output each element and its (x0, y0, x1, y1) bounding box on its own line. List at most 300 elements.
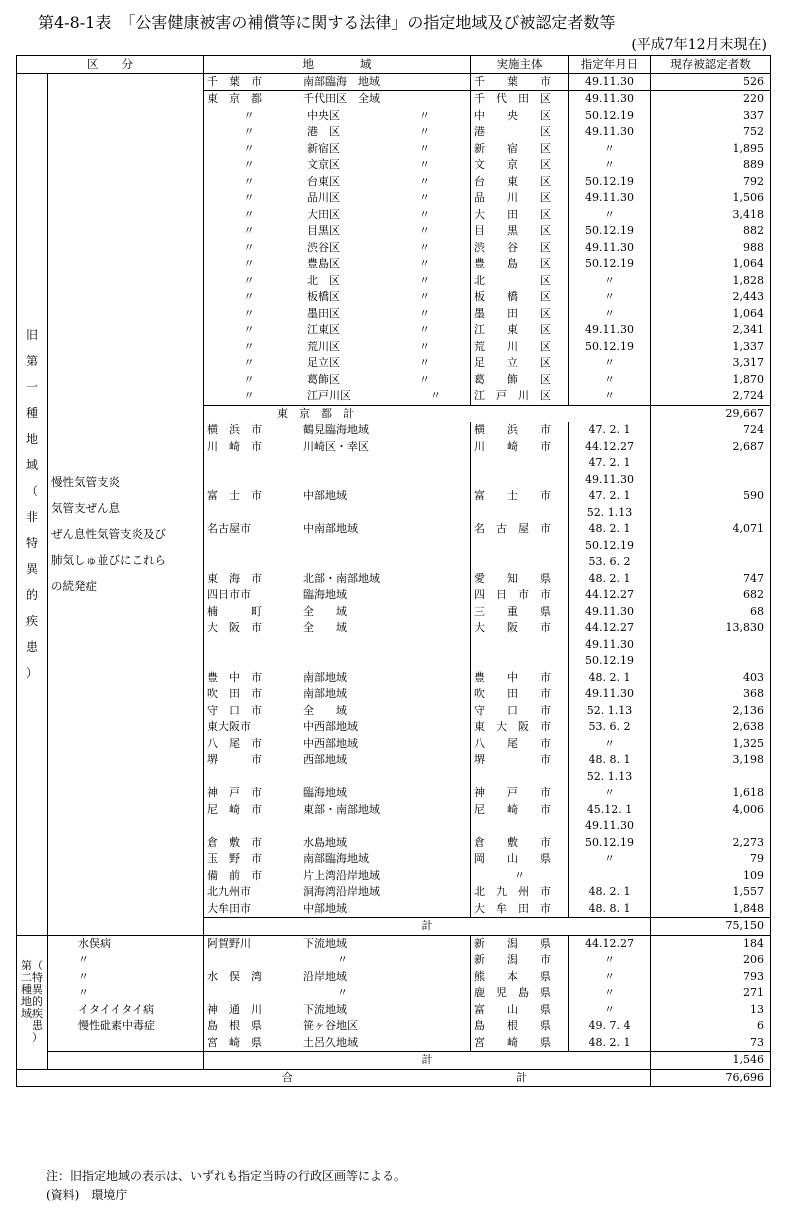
designation-date: 49.11.30 (569, 240, 651, 257)
municipality: 玉 野 市 (207, 852, 262, 866)
designation-date: 52. 1.13 (569, 505, 651, 522)
recognized-count: 793 (651, 969, 771, 986)
municipality: 水 俣 湾 (207, 969, 262, 983)
designation-date: 48. 2. 1 (569, 521, 651, 538)
designation-date: 47. 2. 1 (569, 422, 651, 439)
designation-date: 〃 (569, 736, 651, 753)
designation-date: 〃 (569, 157, 651, 174)
ditto-mark: 〃 (243, 125, 255, 139)
designation-date: 49.11.30 (569, 604, 651, 621)
ditto-mark: 〃 (419, 191, 430, 205)
designation-date: 49.11.30 (569, 73, 651, 91)
municipality: 神 通 川 (207, 1002, 262, 1016)
region: 下流地域 (303, 1002, 347, 1016)
ditto-mark: 〃 (419, 372, 430, 386)
designation-date: 48. 8. 1 (569, 752, 651, 769)
header-count: 現存被認定者数 (651, 56, 771, 74)
entity: 新 潟 市 (471, 952, 569, 969)
category-char: 地 (21, 995, 32, 1008)
region: 水島地域 (303, 835, 347, 849)
disease-list (48, 73, 204, 935)
region: 中西部地域 (303, 720, 358, 734)
category-char: 域 (21, 1007, 32, 1020)
table-row (17, 73, 771, 91)
entity: 名 古 屋 市 (471, 521, 569, 538)
entity (471, 554, 569, 571)
designation-date: 48. 2. 1 (569, 670, 651, 687)
ditto-mark: 〃 (243, 141, 255, 155)
designation-date: 44.12.27 (569, 935, 651, 952)
designation-date: 49.11.30 (569, 124, 651, 141)
recognized-count: 2,443 (651, 289, 771, 306)
municipality: 宮 崎 県 (207, 1035, 262, 1049)
designation-date: 45.12. 1 (569, 802, 651, 819)
municipality: 四日市市 (207, 588, 251, 602)
region: 笹ヶ谷地区 (303, 1019, 358, 1033)
disease-name: 水俣病 (48, 935, 204, 952)
entity: 島 根 県 (471, 1018, 569, 1035)
entity: 東 大 阪 市 (471, 719, 569, 736)
recognized-count: 368 (651, 686, 771, 703)
header-entity: 実施主体 (471, 56, 569, 74)
municipality: 横 浜 市 (207, 423, 262, 437)
area-cell (204, 1018, 471, 1035)
entity (471, 505, 569, 522)
area-cell (204, 157, 471, 174)
designation-date: 〃 (569, 207, 651, 224)
municipality: 川 崎 市 (207, 439, 262, 453)
designation-date: 47. 2. 1 (569, 488, 651, 505)
grand-total-label (17, 1069, 651, 1087)
designation-date: 44.12.27 (569, 587, 651, 604)
municipality: 東 海 市 (207, 571, 262, 585)
designation-date: 49.11.30 (569, 818, 651, 835)
region: 中西部地域 (303, 736, 358, 750)
area-cell (204, 769, 471, 786)
disease-name: 〃 (48, 969, 204, 986)
recognized-count: 73 (651, 1035, 771, 1052)
category-char: 患 (25, 640, 38, 654)
area-cell (204, 174, 471, 191)
region: 新宿区 (307, 141, 340, 155)
area-cell (204, 571, 471, 588)
category-char: 異 (25, 562, 38, 576)
region: 江東区 (307, 323, 340, 337)
area-cell (204, 306, 471, 323)
ditto-mark: 〃 (243, 257, 255, 271)
total-count: 1,546 (651, 1052, 771, 1070)
header-area: 地 域 (204, 56, 471, 74)
total-label-cell (204, 918, 651, 936)
entity (471, 653, 569, 670)
recognized-count: 2,724 (651, 388, 771, 405)
category-char: 特 (25, 536, 38, 550)
entity: 品 川 区 (471, 190, 569, 207)
designation-date: 〃 (569, 969, 651, 986)
category-old-first-class (17, 73, 48, 935)
area-cell (204, 686, 471, 703)
grand-total-left: 合 (282, 1070, 293, 1084)
entity: 横 浜 市 (471, 422, 569, 439)
area-cell (204, 1035, 471, 1052)
municipality: 楠 町 (207, 604, 262, 618)
category-char: ） (32, 1031, 43, 1044)
area-cell (204, 91, 471, 108)
area-cell (204, 637, 471, 654)
entity: 〃 (471, 868, 569, 885)
area-cell (204, 868, 471, 885)
disease-name (48, 1035, 204, 1052)
category-char: 的 (25, 588, 38, 602)
area-cell (204, 952, 471, 969)
municipality: 大 阪 市 (207, 621, 262, 635)
recognized-count: 988 (651, 240, 771, 257)
ditto-mark: 〃 (419, 240, 430, 254)
region: 南部臨海地域 (303, 852, 369, 866)
region: 荒川区 (307, 339, 340, 353)
designation-date: 〃 (569, 273, 651, 290)
entity: 北 区 (471, 273, 569, 290)
disease-name: の続発症 (51, 578, 97, 593)
ditto-mark: 〃 (243, 356, 255, 370)
designation-date: 53. 6. 2 (569, 719, 651, 736)
entity: 千 葉 市 (471, 73, 569, 91)
grand-total-row (17, 1069, 771, 1087)
recognized-count (651, 472, 771, 489)
recognized-count: 2,273 (651, 835, 771, 852)
region: 江戸川区 (307, 389, 351, 403)
entity: 目 黒 区 (471, 223, 569, 240)
category-char: 疾 (25, 614, 38, 628)
recognized-count: 3,418 (651, 207, 771, 224)
region: 葛飾区 (307, 372, 340, 386)
region: 川崎区・幸区 (303, 439, 369, 453)
area-cell (204, 835, 471, 852)
municipality: 豊 中 市 (207, 670, 262, 684)
entity: 葛 飾 区 (471, 372, 569, 389)
recognized-count: 4,006 (651, 802, 771, 819)
region: 文京区 (307, 158, 340, 172)
entity: 千 代 田 区 (471, 91, 569, 108)
category-char: 特 (32, 971, 43, 984)
designation-date: 49.11.30 (569, 322, 651, 339)
ditto-mark: 〃 (243, 240, 255, 254)
entity: 尼 崎 市 (471, 802, 569, 819)
recognized-count: 206 (651, 952, 771, 969)
ditto-mark: 〃 (419, 306, 430, 320)
blank-cell (48, 1052, 204, 1070)
designation-date: 52. 1.13 (569, 703, 651, 720)
recognized-count: 526 (651, 73, 771, 91)
ditto-mark: 〃 (243, 273, 255, 287)
recognized-count: 752 (651, 124, 771, 141)
recognized-count: 724 (651, 422, 771, 439)
region: 西部地域 (303, 753, 347, 767)
category-char: 域 (25, 458, 38, 472)
municipality: 東大阪市 (207, 720, 251, 734)
area-cell (204, 223, 471, 240)
recognized-count (651, 769, 771, 786)
recognized-count: 1,337 (651, 339, 771, 356)
municipality: 堺 市 (207, 753, 262, 767)
area-cell (204, 521, 471, 538)
designation-date: 50.12.19 (569, 256, 651, 273)
subtotal-label: 東 京 都 計 (277, 406, 354, 420)
recognized-count: 6 (651, 1018, 771, 1035)
total-label: 計 (421, 919, 433, 933)
designation-date: 50.12.19 (569, 108, 651, 125)
recognized-count (651, 653, 771, 670)
ditto-mark: 〃 (419, 207, 430, 221)
municipality: 島 根 県 (207, 1019, 262, 1033)
recognized-count: 792 (651, 174, 771, 191)
category-char: 異 (32, 983, 43, 996)
ditto-mark: 〃 (419, 356, 430, 370)
ditto-mark: 〃 (419, 290, 430, 304)
designation-date: 〃 (569, 1002, 651, 1019)
area-cell (204, 851, 471, 868)
recognized-count: 2,136 (651, 703, 771, 720)
region: 臨海地域 (303, 786, 347, 800)
disease-name: 慢性気管支炎 (51, 474, 120, 489)
region: 沿岸地域 (303, 969, 347, 983)
region: 大田区 (307, 207, 340, 221)
source-note: (資料) 環境庁 (46, 1188, 128, 1202)
region: 墨田区 (307, 306, 340, 320)
region: 豊島区 (307, 257, 340, 271)
area-cell (204, 108, 471, 125)
recognized-count: 1,506 (651, 190, 771, 207)
designation-date: 44.12.27 (569, 439, 651, 456)
entity: 渋 谷 区 (471, 240, 569, 257)
area-cell (204, 752, 471, 769)
designation-date: 50.12.19 (569, 835, 651, 852)
region: 臨海地域 (303, 588, 347, 602)
area-cell (204, 901, 471, 918)
area-cell (204, 322, 471, 339)
entity: 大 田 区 (471, 207, 569, 224)
designation-date: 〃 (569, 851, 651, 868)
recognized-count (651, 455, 771, 472)
region: 中南部地域 (303, 522, 358, 536)
region: 足立区 (307, 356, 340, 370)
entity: 足 立 区 (471, 355, 569, 372)
designation-date: 49.11.30 (569, 637, 651, 654)
entity: 新 潟 県 (471, 935, 569, 952)
ditto-mark: 〃 (243, 323, 255, 337)
recognized-count: 3,317 (651, 355, 771, 372)
recognized-count: 13 (651, 1002, 771, 1019)
municipality: 名古屋市 (207, 522, 251, 536)
entity: 大 牟 田 市 (471, 901, 569, 918)
area-cell (204, 455, 471, 472)
municipality: 倉 敷 市 (207, 835, 262, 849)
ditto-mark: 〃 (243, 207, 255, 221)
entity (471, 818, 569, 835)
region: 全 域 (303, 604, 347, 618)
municipality: 八 尾 市 (207, 736, 262, 750)
area-cell (204, 587, 471, 604)
entity: 文 京 区 (471, 157, 569, 174)
municipality: 北九州市 (207, 885, 251, 899)
area-cell (204, 1002, 471, 1019)
recognized-count: 79 (651, 851, 771, 868)
designation-date: 〃 (569, 372, 651, 389)
entity: 四 日 市 市 (471, 587, 569, 604)
designation-date: 〃 (569, 388, 651, 405)
region: 渋谷区 (307, 240, 340, 254)
recognized-count: 2,638 (651, 719, 771, 736)
municipality: 神 戸 市 (207, 786, 262, 800)
area-cell (204, 73, 471, 91)
category-char: 二 (21, 971, 32, 984)
area-cell (204, 339, 471, 356)
category-char: 第 (21, 959, 32, 972)
area-cell (204, 439, 471, 456)
municipality: 守 口 市 (207, 703, 262, 717)
recognized-count: 2,341 (651, 322, 771, 339)
recognized-count: 747 (651, 571, 771, 588)
recognized-count: 682 (651, 587, 771, 604)
ditto-mark: 〃 (419, 158, 430, 172)
table-title: 第4-8-1表 「公害健康被害の補償等に関する法律」の指定地域及び被認定者数等 (38, 13, 616, 32)
entity: 豊 中 市 (471, 670, 569, 687)
ditto-mark: 〃 (243, 191, 255, 205)
total-label-cell (204, 1052, 651, 1070)
recognized-count: 1,325 (651, 736, 771, 753)
table-row (17, 1035, 771, 1052)
designation-date: 47. 2. 1 (569, 455, 651, 472)
ditto-mark: 〃 (243, 158, 255, 172)
area-cell (204, 505, 471, 522)
recognized-count: 68 (651, 604, 771, 621)
total-count: 75,150 (651, 918, 771, 936)
entity: 神 戸 市 (471, 785, 569, 802)
area-cell (204, 554, 471, 571)
subtotal-count: 29,667 (651, 405, 771, 422)
municipality: 東 京 都 (207, 92, 262, 106)
entity: 板 橋 区 (471, 289, 569, 306)
grand-total-count: 76,696 (651, 1069, 771, 1087)
area-cell (204, 703, 471, 720)
municipality: 備 前 市 (207, 868, 262, 882)
entity: 江 東 区 (471, 322, 569, 339)
entity: 北 九 州 市 (471, 884, 569, 901)
designation-date: 50.12.19 (569, 653, 651, 670)
area-cell (204, 604, 471, 621)
designation-date (569, 868, 651, 885)
region: 洞海湾沿岸地域 (303, 885, 380, 899)
disease-name: 気管支ぜん息 (51, 500, 120, 515)
as-of-date: (平成7年12月末現在) (631, 37, 767, 53)
entity: 鹿 児 島 県 (471, 985, 569, 1002)
subtotal-label-cell (204, 405, 651, 422)
area-cell (204, 884, 471, 901)
designation-date: 49.11.30 (569, 190, 651, 207)
entity (471, 637, 569, 654)
recognized-count: 184 (651, 935, 771, 952)
recognized-count (651, 554, 771, 571)
recognized-count: 403 (651, 670, 771, 687)
area-cell (204, 240, 471, 257)
disease-name: 〃 (48, 985, 204, 1002)
area-cell (204, 969, 471, 986)
area-cell (204, 620, 471, 637)
ditto-mark: 〃 (243, 339, 255, 353)
region: 中部地域 (303, 489, 347, 503)
entity: 吹 田 市 (471, 686, 569, 703)
entity: 富 山 県 (471, 1002, 569, 1019)
designation-date: 49. 7. 4 (569, 1018, 651, 1035)
area-cell (204, 802, 471, 819)
ditto-mark: 〃 (243, 290, 255, 304)
designation-date: 〃 (569, 306, 651, 323)
table-row (17, 935, 771, 952)
category-char: 一 (25, 380, 38, 394)
entity: 大 阪 市 (471, 620, 569, 637)
designation-date: 50.12.19 (569, 223, 651, 240)
entity (471, 455, 569, 472)
area-cell (204, 256, 471, 273)
region: 土呂久地域 (303, 1035, 358, 1049)
header-row (17, 56, 771, 74)
region: 中部地域 (303, 901, 347, 915)
designation-date: 〃 (569, 785, 651, 802)
designated-areas-table (16, 55, 771, 1087)
region: 南部地域 (303, 687, 347, 701)
entity (471, 472, 569, 489)
area-cell (204, 141, 471, 158)
category-char: 的 (32, 995, 43, 1008)
ditto-mark: 〃 (419, 323, 430, 337)
designation-date: 49.11.30 (569, 91, 651, 108)
category-char: 旧 (25, 328, 38, 342)
entity: 荒 川 区 (471, 339, 569, 356)
designation-date: 48. 2. 1 (569, 571, 651, 588)
region: 北部・南部地域 (303, 571, 380, 585)
designation-date: 50.12.19 (569, 339, 651, 356)
region: 台東区 (307, 174, 340, 188)
entity: 倉 敷 市 (471, 835, 569, 852)
category-char: 疾 (32, 1007, 43, 1020)
ditto-mark: 〃 (419, 339, 430, 353)
entity: 豊 島 区 (471, 256, 569, 273)
category-char: 非 (25, 510, 38, 524)
footnote: 注：旧指定地域の表示は、いずれも指定当時の行政区画等による。 (46, 1169, 407, 1183)
recognized-count: 2,687 (651, 439, 771, 456)
ditto-mark: 〃 (243, 108, 255, 122)
area-cell (204, 273, 471, 290)
entity: 愛 知 県 (471, 571, 569, 588)
area-cell (204, 190, 471, 207)
category-char: 種 (25, 406, 38, 420)
designation-date: 〃 (569, 141, 651, 158)
table-row (17, 1018, 771, 1035)
ditto-mark: 〃 (243, 174, 255, 188)
table-row (17, 985, 771, 1002)
entity: 守 口 市 (471, 703, 569, 720)
region: 港 区 (307, 125, 340, 139)
recognized-count: 337 (651, 108, 771, 125)
ditto-mark: 〃 (419, 257, 430, 271)
table-row (17, 1002, 771, 1019)
area-cell (204, 719, 471, 736)
ditto-mark: 〃 (419, 141, 430, 155)
recognized-count: 220 (651, 91, 771, 108)
category-char: 種 (21, 983, 32, 996)
region: 鶴見臨海地域 (303, 423, 369, 437)
municipality: 阿賀野川 (207, 936, 251, 950)
